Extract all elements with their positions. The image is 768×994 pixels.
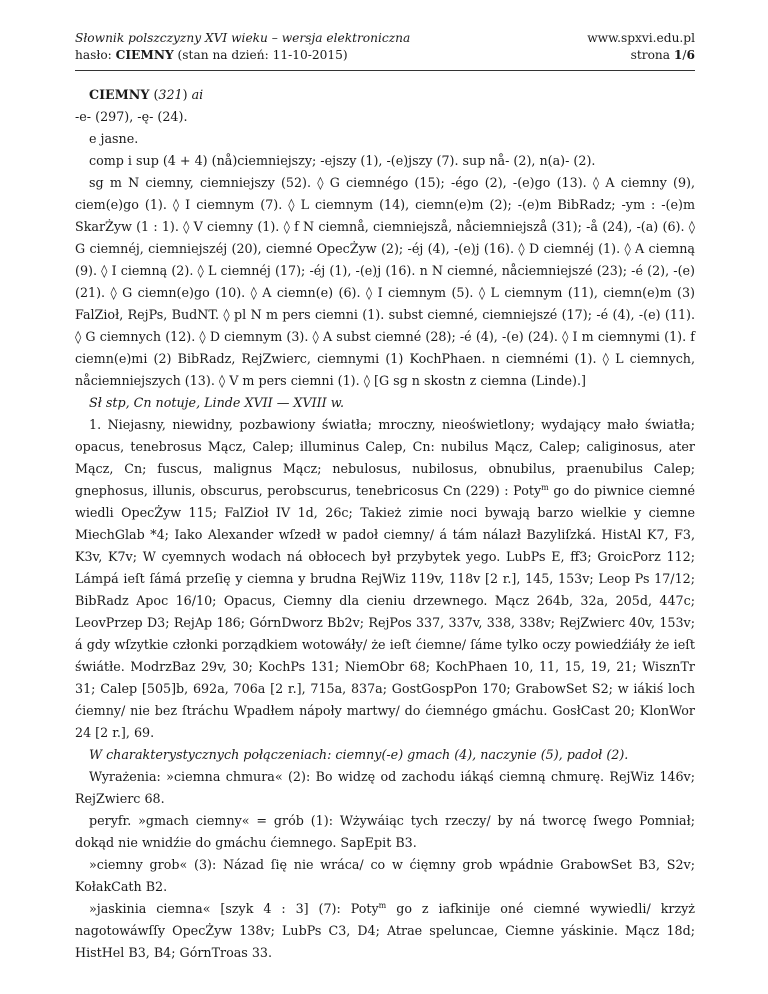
sources-text: Sł stp, Cn notuje, Linde XVII — XVIII w. bbox=[89, 395, 345, 410]
jaskinia-rest: go z iafkinije oné ciemné wywiedli/ krzyż nagotowáwſſy OpecŻyw 138v; LubPs C3, D4; Atrae speluncae, Ciemne yáskinie. Mącz 18d; HistHel B3, B4; GórnTroas 33. bbox=[75, 901, 695, 960]
page-label: strona bbox=[630, 48, 671, 62]
jaskinia-paragraph bbox=[75, 898, 695, 964]
frequency: 321 bbox=[158, 87, 183, 102]
jaskinia-superscript: m bbox=[378, 900, 387, 910]
entry-label: hasło: bbox=[75, 48, 112, 62]
header-right bbox=[587, 30, 695, 64]
sense-1 bbox=[75, 414, 695, 744]
header-divider bbox=[75, 70, 695, 71]
page-indicator: strona 1/6 bbox=[630, 48, 695, 62]
sense-1-superscript: m bbox=[541, 482, 549, 492]
sense-1-rest: go do piwnice ciemné wiedli OpecŻyw 115; FalZioł IV 1d, 26c; Takież zimie noci bywają barzo wielkie y ciemne MiechGlab *4; Iako Alexander wſzedł w padoł ciemny/ á tám nálazł Bazyliſzká. HistAl K7, F3, K3v, K7v; W cyemnych wodach ná obłocech był przybytek yego. LubPs E, ff3; GroicPorz 112; Lámpá ieſt ſámá przeſię y ciemna y brudna RejWiz 119v, 118v [2 r.], 145, 153v; Leop Ps 17/12; BibRadz Apoc 16/10; Opacus, Ciemny dla cieniu drzewnego. Mącz 264b, 32a, 205d, 447c; LeovPrzep D3; RejAp 186; GórnDworz Bb2v; RejPos 337, 337v, 338, 338v; RejZwierc 40v, 153v; á gdy wſzytkie członki porządkiem wotowáły/ że ieſt ćiemne/ ſáme tylko oczy powiedźiáły że ieſt świátłe. ModrzBaz 29v, 30; KochPs 131; NiemObr 68; KochPhaen 10, 11, 15, 19, 21; WisznTr 31; Calep [505]b, 692a, 706a [2 r.], 715a, 837a; GostGospPon 170; GrabowSet S2; w iákiś loch ćiemny/ nie bez ſtráchu Wpadłem nápoły martwy/ do ćiemnégo gmáchu. GosłCast 20; KlonWor 24 [2 r.], 69. bbox=[75, 483, 695, 740]
entry-word: CIEMNY bbox=[115, 48, 174, 62]
part-of-speech: ai bbox=[191, 87, 204, 102]
website-link[interactable]: www.spxvi.edu.pl bbox=[587, 31, 695, 45]
ciemny-grob-paragraph: »ciemny grob« (3): Názad ſię nie wráca/ co w ćięmny grob wpádnie GrabowSet B3, S2v; KołakCath B2. bbox=[75, 857, 695, 894]
periphrasis-paragraph: peryfr. »gmach ciemny« = grób (1): Wżywáiąc tych rzeczy/ by ná tworcę ſwego Pomniał; dokąd nie wnidźie do gmáchu ćiemnego. SapEpit B3. bbox=[75, 813, 695, 850]
jaskinia-start: »jaskinia ciemna« [szyk 4 : 3] (7): Poty bbox=[89, 901, 379, 916]
headword: CIEMNY bbox=[89, 87, 150, 102]
header-left bbox=[75, 30, 410, 64]
collocations-text: W charakterystycznych połączeniach: ciemny(-e) gmach (4), naczynie (5), padoł (2). bbox=[89, 747, 629, 762]
dictionary-entry bbox=[75, 84, 695, 964]
forms-line: -e- (297), -ę- (24). bbox=[75, 109, 188, 124]
sense-1-start: 1. Niejasny, niewidny, pozbawiony światła; mroczny, nieoświetlony; wydający mało światła; opacus, tenebrosus Mącz, Calep; illuminus Calep, Cn: nubilus Mącz, Calep; caliginosus, ater Mącz, Cn; fuscus, malignus Mącz; nebulosus, nubilosus, obnubilus, praenubilus Calep; gnephosus, illunis, obscurus, perobscurus, tenebricosus Cn (229) : Poty bbox=[75, 417, 695, 498]
entry-date: (stan na dzień: 11-10-2015) bbox=[177, 48, 348, 62]
inflection-paragraph: sg m N ciemny, ciemniejszy (52). ◊ G ciemnégo (15); -égo (2), -(e)go (13). ◊ A ciemny (9), ciem(e)go (1). ◊ I ciemnym (7). ◊ L ciemnym (14), ciemn(e)m (2); -(e)m BibRadz; -ym : -(e)m SkarŻyw (1 : 1). ◊ V ciemny (1). ◊ f N ciemnå, ciemniejszå, nåciemniejszå (31); -å (24), -(a) (6). ◊ G ciemnéj, ciemniejszéj (20), ciemné OpecŻyw (2); -éj (4), -(e)j (16). ◊ D ciemnéj (1). ◊ A ciemną (9). ◊ I ciemną (2). ◊ L ciemnéj (17); -éj (1), -(e)j (16). n N ciemné, nåciemniejszé (23); -é (2), -(e) (21). ◊ G ciemn(e)go (10). ◊ A ciemn(e) (6). ◊ I ciemnym (5). ◊ L ciemnym (11), ciemn(e)m (3) FalZioł, RejPs, BudNT. ◊ pl N m pers ciemni (1). subst ciemné, ciemniejszé (17); -é (4), -(e) (11). ◊ G ciemnych (12). ◊ D ciemnym (3). ◊ A subst ciemné (28); -é (4), -(e) (24). ◊ I m ciemnymi (1). f ciemn(e)mi (2) BibRadz, RejZwierc, ciemnymi (1) KochPhaen. n ciemnémi (1). ◊ L ciemnych, nåciemniejszych (13). ◊ V m pers ciemni (1). ◊ [G sg n skostn z ciemna (Linde).] bbox=[75, 175, 695, 388]
page-total: 6 bbox=[686, 48, 695, 62]
collocations-line bbox=[75, 744, 695, 766]
sources-line bbox=[75, 392, 695, 414]
expressions-paragraph: Wyrażenia: »ciemna chmura« (2): Bo widzę od zachodu iákąś ciemną chmurę. RejWiz 146v; RejZwierc 68. bbox=[75, 769, 695, 806]
comparative-line: comp i sup (4 + 4) (nå)ciemniejszy; -ejszy (1), -(e)jszy (7). sup nå- (2), n(a)- (2). bbox=[89, 153, 596, 168]
page-header bbox=[75, 30, 695, 66]
e-jasne-line: e jasne. bbox=[89, 131, 139, 146]
page-number: 1 bbox=[673, 48, 683, 62]
publication-title: Słownik polszczyzny XVI wieku – wersja elektroniczna bbox=[75, 31, 411, 45]
entry-heading: CIEMNY (321) ai bbox=[89, 87, 204, 102]
